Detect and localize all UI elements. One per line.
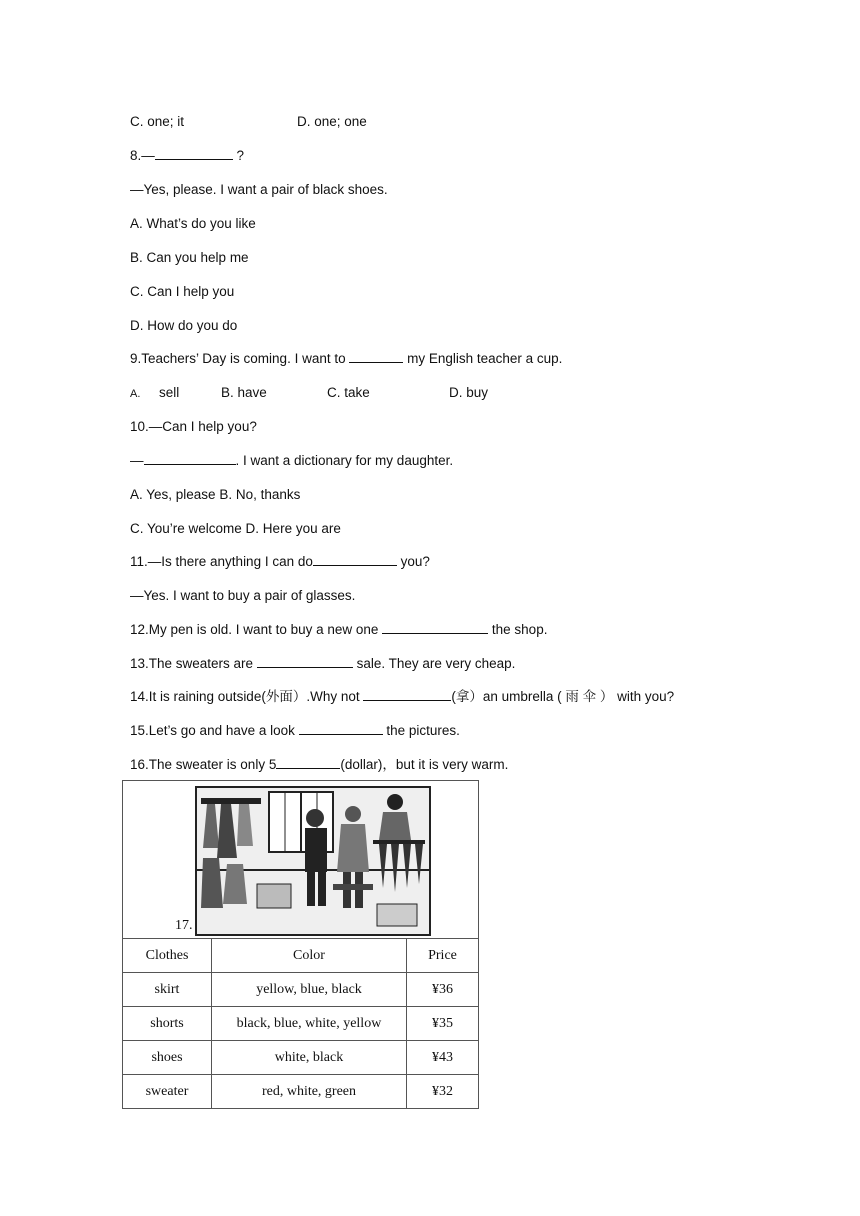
q9-option-b: B. have [221,385,267,400]
q16-stem-suffix: (dollar)，but it is very warm. [340,757,509,772]
q17-image-cell [123,781,479,939]
q10-options-cd: C. You’re welcome D. Here you are [130,521,341,536]
q7-option-c: C. one; it [130,114,185,129]
q9-options [130,384,489,403]
q16-stem-prefix: 16.The sweater is only 5 [130,757,277,772]
q16-stem [130,756,508,774]
q15-stem-prefix: 15.Let’s go and have a look [130,723,299,738]
header-color: Color [212,939,407,973]
cell-color: black, blue, white, yellow [212,1007,407,1041]
q10-reply-suffix: . I want a dictionary for my daughter. [235,453,454,468]
q8-stem-suffix: ? [232,148,245,163]
q13-stem [130,655,515,673]
cell-price: ¥36 [407,973,479,1007]
q9-stem-suffix: my English teacher a cup. [403,351,563,366]
q14-answer-blank[interactable] [363,688,451,701]
q15-answer-blank[interactable] [299,722,383,735]
cell-color: white, black [212,1041,407,1075]
q11-stem-suffix: you? [396,554,430,569]
q11-stem [130,553,430,571]
q9-option-a-letter: A. [130,388,141,400]
q10-options-ab: A. Yes, please B. No, thanks [130,487,301,502]
q14-stem [130,688,674,706]
q12-stem [130,621,547,639]
q15-stem-suffix: the pictures. [382,723,460,738]
q13-stem-suffix: sale. They are very cheap. [352,656,516,671]
cell-color: red, white, green [212,1075,407,1109]
table-row [123,1075,479,1109]
q10-reply [130,452,453,470]
q8-stem-prefix: 8.— [130,148,155,163]
cell-price: ¥35 [407,1007,479,1041]
cell-clothes: skirt [123,973,212,1007]
q10-answer-blank[interactable] [144,452,236,465]
q8-option-c: C. Can I help you [130,284,235,299]
q10-reply-prefix: — [130,453,144,468]
q16-answer-blank[interactable] [276,756,340,769]
q17-price-table [122,780,479,1109]
q9-option-a: sell [159,385,180,400]
q11-stem-prefix: 11.—Is there anything I can do [130,554,313,569]
cell-clothes: sweater [123,1075,212,1109]
q9-answer-blank[interactable] [349,350,403,363]
q13-answer-blank[interactable] [257,655,353,668]
q12-stem-prefix: 12.My pen is old. I want to buy a new one [130,622,383,637]
q17-number: 17. [175,918,193,933]
header-price: Price [407,939,479,973]
q12-answer-blank[interactable] [382,621,488,634]
cell-clothes: shoes [123,1041,212,1075]
table-header-row [123,939,479,973]
q14-stem-prefix: 14.It is raining outside(外面）.Why not [130,689,364,704]
q10-stem: 10.—Can I help you? [130,419,257,434]
q7-option-d: D. one; one [297,114,367,129]
q9-stem-prefix: 9.Teachers’ Day is coming. I want to [130,351,350,366]
header-clothes: Clothes [123,939,212,973]
q8-answer-blank[interactable] [155,147,233,160]
q9-option-d: D. buy [449,385,489,400]
q15-stem [130,722,460,740]
q8-option-a: A. What’s do you like [130,216,256,231]
cell-price: ¥32 [407,1075,479,1109]
q11-reply: —Yes. I want to buy a pair of glasses. [130,588,356,603]
q8-option-b: B. Can you help me [130,250,249,265]
q8-reply: —Yes, please. I want a pair of black shoes. [130,182,388,197]
table-row [123,1007,479,1041]
cell-price: ¥43 [407,1041,479,1075]
q9-stem [130,350,562,368]
cell-color: yellow, blue, black [212,973,407,1007]
q7-options [130,113,367,131]
q13-stem-prefix: 13.The sweaters are [130,656,257,671]
q9-option-c: C. take [327,385,370,400]
q14-stem-suffix: (拿）an umbrella ( 雨 伞 ） with you? [451,689,675,704]
cell-clothes: shorts [123,1007,212,1041]
table-row [123,1041,479,1075]
clothes-shop-illustration [195,786,431,936]
q8-option-d: D. How do you do [130,318,238,333]
table-row [123,973,479,1007]
q11-answer-blank[interactable] [313,553,397,566]
q8-stem [130,147,244,165]
q12-stem-suffix: the shop. [488,622,548,637]
